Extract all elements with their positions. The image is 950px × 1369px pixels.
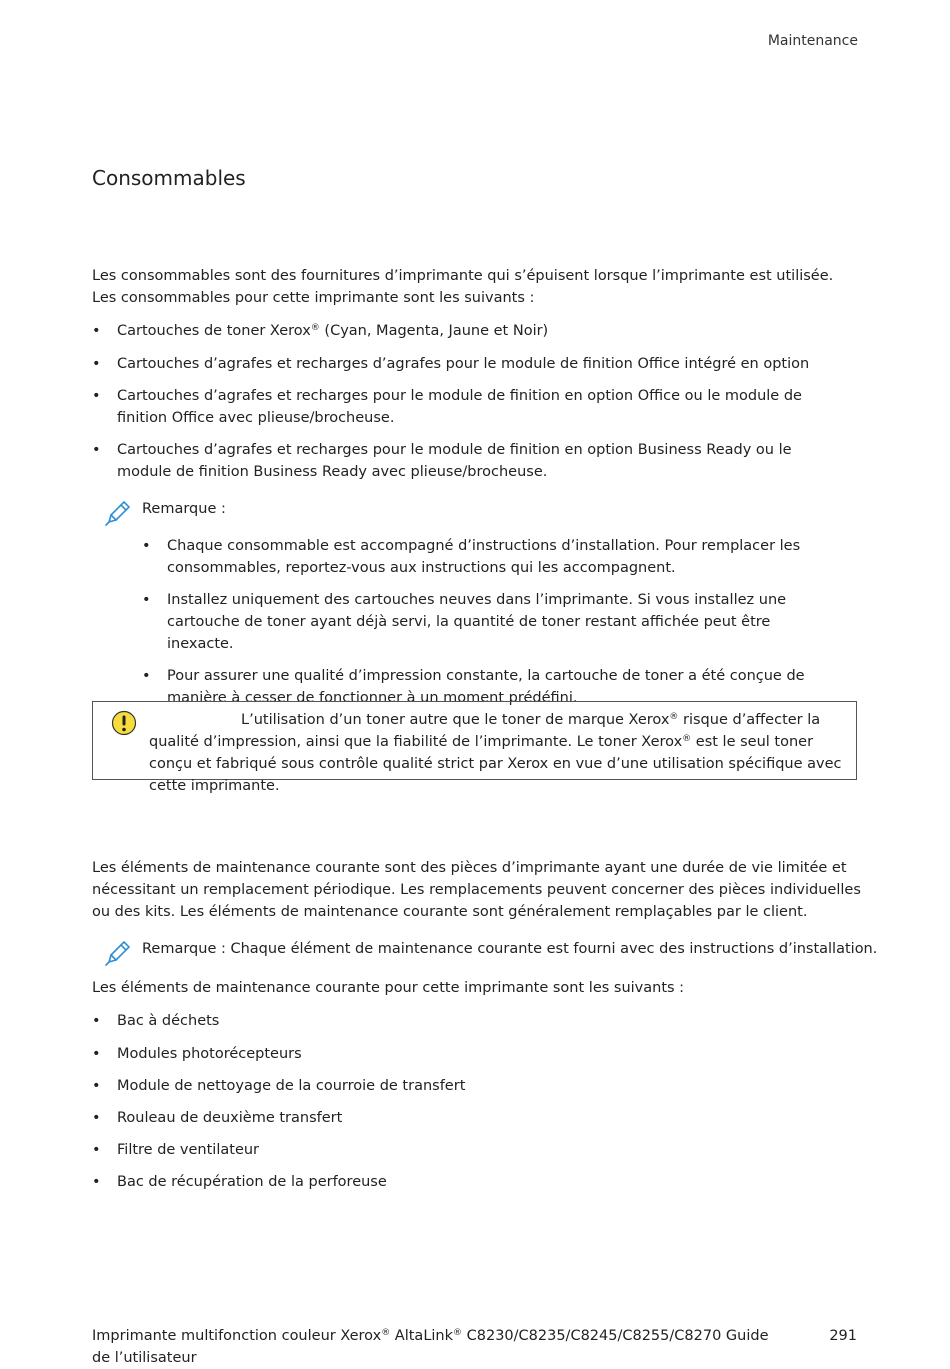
list-item: • Pour assurer une qualité d’impression constante, la cartouche de toner a été conçue de manière à cesser de fonctionner à un moment prédéfini. <box>142 668 805 706</box>
list-item: • Filtre de ventilateur <box>92 1142 260 1158</box>
maintenance-intro: Les éléments de maintenance courante sont des pièces d’imprimante ayant une durée de vie limitée et nécessitant un remplacement périodique. Les remplacements peuvent concerner des pièces individuelles ou des kits. Les éléments de maintenance courante sont généralement remplaçables par le client. <box>92 860 861 920</box>
maintenance-note: Remarque : Chaque élément de maintenance courante est fourni avec des instructions d’installation. <box>142 941 878 957</box>
footer-title: Imprimante multifonction couleur Xerox® AltaLink® C8230/C8235/C8245/C8255/C8270 Guide de l’utilisateur <box>92 1328 769 1366</box>
list-item: • Installez uniquement des cartouches neuves dans l’imprimante. Si vous installez une cartouche de toner ayant déjà servi, la quantité de toner restant affichée peut être inexacte. <box>142 592 787 652</box>
note-label: Remarque : <box>142 501 226 517</box>
pencil-note-icon <box>103 497 133 527</box>
caution-text: L’utilisation d’un toner autre que le toner de marque Xerox® risque d’affecter la qualité d’impression, ainsi que la fiabilité de l’imprimante. Le toner Xerox® est le seul toner conçu et fabriqué sous contrôle qualité strict par Xerox en vue d’une utilisation spécifique avec cette imprimante. <box>149 712 842 794</box>
page-number: 291 <box>829 1328 857 1344</box>
pencil-note-icon <box>103 937 133 967</box>
list-item: • Bac de récupération de la perforeuse <box>92 1174 387 1190</box>
maintenance-list <box>92 1010 837 1193</box>
list-item: • Rouleau de deuxième transfert <box>92 1110 343 1126</box>
list-item: • Cartouches de toner Xerox® (Cyan, Magenta, Jaune et Noir) <box>92 323 549 339</box>
caution-icon <box>111 710 137 736</box>
list-item: • Modules photorécepteurs <box>92 1046 302 1062</box>
list-item: • Module de nettoyage de la courroie de transfert <box>92 1078 466 1094</box>
note-list <box>142 535 832 709</box>
list-item: • Bac à déchets <box>92 1013 220 1029</box>
list-item: • Cartouches d’agrafes et recharges d’agrafes pour le module de finition Office intégré en option <box>92 356 810 372</box>
maintenance-list-intro: Les éléments de maintenance courante pour cette imprimante sont les suivants : <box>92 980 685 996</box>
section-title: Consommables <box>92 166 246 190</box>
list-item: • Cartouches d’agrafes et recharges pour le module de finition en option Business Ready ou le module de finition Business Ready avec plieuse/brocheuse. <box>92 442 792 480</box>
list-item: • Cartouches d’agrafes et recharges pour le module de finition en option Office ou le module de finition Office avec plieuse/brocheuse. <box>92 388 802 426</box>
consumables-intro: Les consommables sont des fournitures d’imprimante qui s’épuisent lorsque l’imprimante est utilisée. Les consommables pour cette imprimante sont les suivants : <box>92 268 834 306</box>
running-header: Maintenance <box>767 33 858 49</box>
consumables-list <box>92 320 837 483</box>
list-item: • Chaque consommable est accompagné d’instructions d’installation. Pour remplacer les consommables, reportez-vous aux instructions qui les accompagnent. <box>142 538 801 576</box>
